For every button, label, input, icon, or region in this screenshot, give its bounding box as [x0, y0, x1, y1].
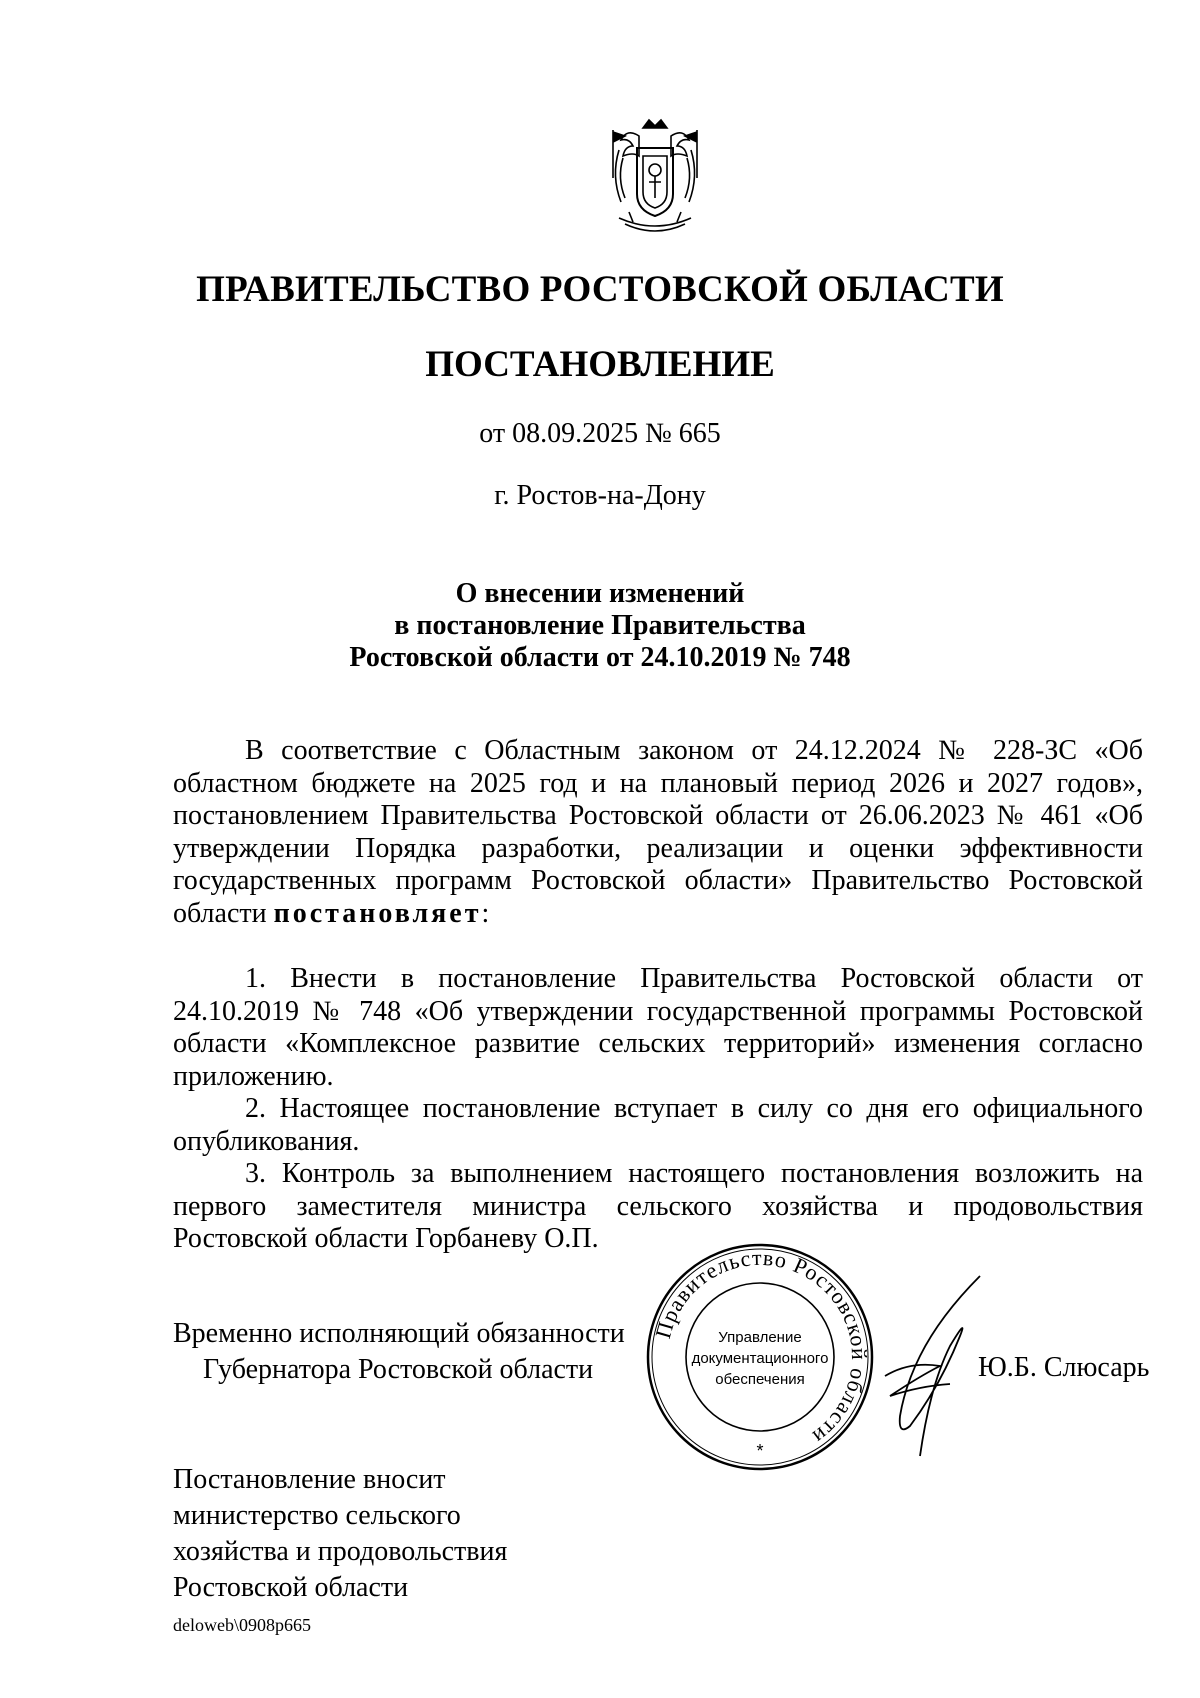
position-line: Губернатора Ростовской области: [203, 1354, 594, 1385]
title-line: О внесении изменений: [455, 578, 745, 609]
submitter-line: хозяйства и продовольствия: [173, 1536, 508, 1567]
seal-center-line: обеспечения: [715, 1371, 805, 1388]
seal-star: *: [756, 1441, 764, 1461]
document-type-heading: ПОСТАНОВЛЕНИЕ: [425, 344, 775, 385]
submitter-line: Постановление вносит: [173, 1464, 446, 1495]
document-title: [0, 578, 1200, 674]
document-city: г. Ростов-на-Дону: [494, 480, 706, 511]
preamble-paragraph: [173, 735, 1143, 930]
svg-text:Правительство Ростовской облас: [650, 1245, 872, 1450]
seal-center-line: документационного: [691, 1350, 829, 1367]
resolution-item-2: 2. Настоящее постановление вступает в силу со дня его официального опубликования.: [173, 1093, 1143, 1157]
resolution-items: [173, 963, 1143, 1256]
seal-ring-text: Правительство Ростовской области: [650, 1244, 873, 1451]
submitter-block: [173, 1462, 507, 1606]
document-registry-code: deloweb\0908p665: [173, 1615, 311, 1635]
coat-of-arms-icon: [599, 118, 711, 238]
seal-center-line: Управление: [718, 1329, 802, 1346]
signatory-position: [173, 1316, 625, 1388]
official-seal-stamp: [645, 1242, 875, 1472]
preamble-colon: :: [481, 897, 490, 929]
resolution-item-3: 3. Контроль за выполнением настоящего постановления возложить на первого заместителя министра сельского хозяйства и продовольствия Ростовской области Горбаневу О.П.: [173, 1158, 1143, 1254]
resolution-item-1: 1. Внести в постановление Правительства Ростовской области от 24.10.2019 № 748 «Об утверждении государственной программы Ростовской области «Комплексное развитие сельских территорий» изменения согласно приложению.: [173, 963, 1143, 1092]
organization-heading: ПРАВИТЕЛЬСТВО РОСТОВСКОЙ ОБЛАСТИ: [196, 269, 1004, 310]
signatory-name: Ю.Б. Слюсарь: [978, 1352, 1150, 1383]
document-date-number: от 08.09.2025 № 665: [479, 418, 721, 449]
submitter-line: министерство сельского: [173, 1500, 461, 1531]
preamble: [173, 735, 1143, 930]
position-line: Временно исполняющий обязанности: [173, 1318, 625, 1349]
resolves-word: постановляет: [273, 897, 482, 929]
title-line: в постановление Правительства: [394, 610, 806, 641]
preamble-text: В соответствие с Областным законом от 24.12.2024 № 228-ЗС «Об областном бюджете на 2025 год и на плановый период 2026 и 2027 годов», постановлением Правительства Ростовской области от 26.06.2023 № 461 «Об утверждении Порядка разработки, реализации и оценки эффективности государственных программ Ростовской области» Правительство Ростовской области: [173, 735, 1143, 929]
title-line: Ростовской области от 24.10.2019 № 748: [349, 642, 851, 673]
submitter-line: Ростовской области: [173, 1572, 409, 1603]
